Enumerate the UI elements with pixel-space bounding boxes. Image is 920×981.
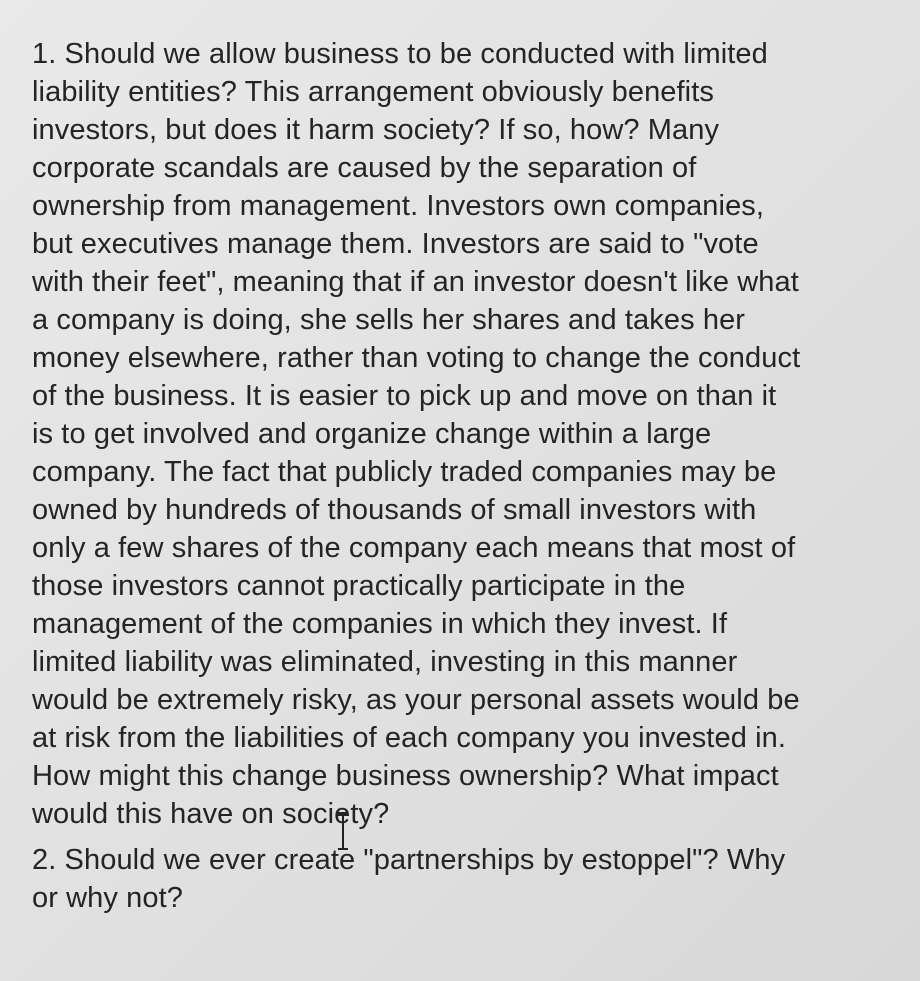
paragraph-1-line-14: only a few shares of the company each means that most of [32,532,796,564]
paragraph-1-line-7: with their feet", meaning that if an investor doesn't like what [32,266,799,298]
paragraph-1-line-15: those investors cannot practically participate in the [32,570,686,602]
paragraph-1-line-3: investors, but does it harm society? If so, how? Many [32,114,720,146]
paragraph-1-line-8: a company is doing, she sells her shares and takes her [32,304,746,336]
paragraph-1-line-12: company. The fact that publicly traded companies may be [32,456,777,488]
paragraph-1-line-19: at risk from the liabilities of each company you invested in. [32,722,787,754]
paragraph-1-line-21: would this have on society? [32,798,390,830]
paragraph-1-line-1: 1. Should we allow business to be conducted with limited [32,38,768,70]
paragraph-2-line-1: 2. Should we ever create "partnerships by estoppel"? Why [32,844,786,876]
text-cursor-icon [336,811,350,851]
paragraph-1-line-16: management of the companies in which they invest. If [32,608,728,640]
paragraph-1-line-20: How might this change business ownership? What impact [32,760,779,792]
paragraph-1-line-9: money elsewhere, rather than voting to change the conduct [32,342,801,374]
paragraph-2-line-2: or why not? [32,882,184,914]
document-text [32,28,892,968]
paragraph-1-line-2: liability entities? This arrangement obviously benefits [32,76,714,108]
paragraph-1-line-18: would be extremely risky, as your personal assets would be [32,684,800,716]
paragraph-1-line-11: is to get involved and organize change within a large [32,418,712,450]
paragraph-1-line-5: ownership from management. Investors own companies, [32,190,765,222]
paragraph-1-line-10: of the business. It is easier to pick up and move on than it [32,380,777,412]
paragraph-1-line-6: but executives manage them. Investors are said to "vote [32,228,759,260]
paragraph-1-line-17: limited liability was eliminated, investing in this manner [32,646,738,678]
paragraph-1-line-4: corporate scandals are caused by the separation of [32,152,697,184]
paragraph-1-line-13: owned by hundreds of thousands of small investors with [32,494,757,526]
